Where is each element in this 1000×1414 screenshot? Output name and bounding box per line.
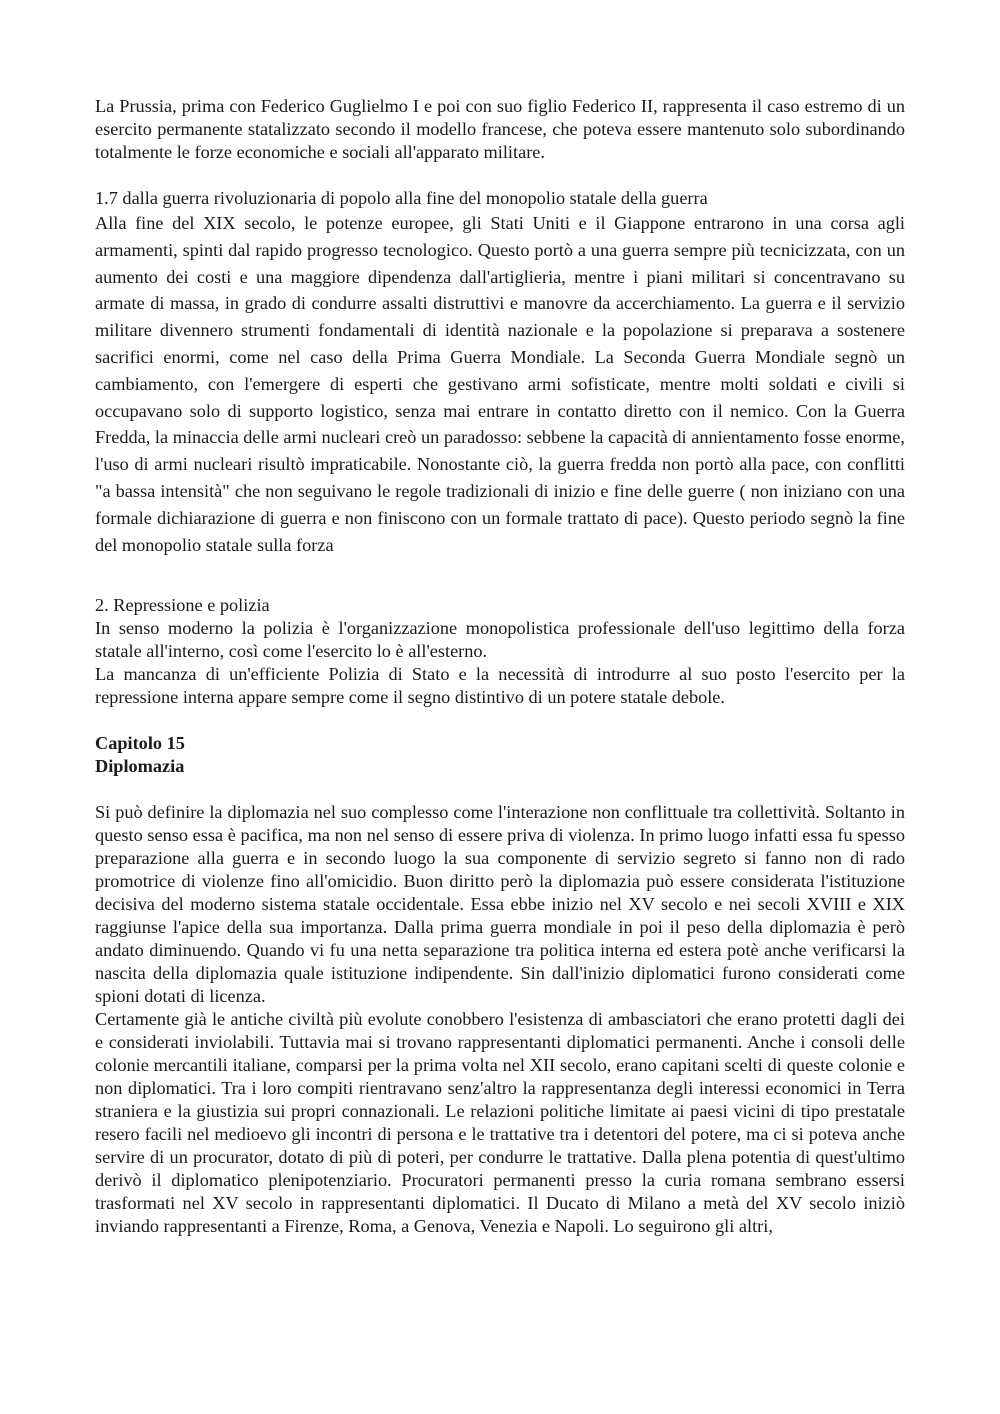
- section-heading-repressione: 2. Repressione e polizia: [95, 595, 270, 616]
- document-page: [95, 95, 905, 1238]
- paragraph-diplomazia-definition: Si può definire la diplomazia nel suo complesso come l'interazione non conflittuale tra collettività. Soltanto in questo senso essa è pacifica, ma non nel senso di essere priva di violenza. In primo luogo infatti essa fu spesso preparazione alla guerra e in secondo luogo la sua componente di servizio segreto si fanno non di rado promotrice di violenze fino all'omicidio. Buon diritto però la diplomazia può essere considerata l'istituzione decisiva del moderno sistema statale occidentale. Essa ebbe inizio nel XV secolo e nei secoli XVIII e XIX raggiunse l'apice della sua importanza. Dalla prima guerra mondiale in poi il peso della diplomazia è però andato diminuendo. Quando vi fu una netta separazione tra politica interna ed estera potè anche verificarsi la nascita della diplomazia quale istituzione indipendente. Sin dall'inizio diplomatici furono considerati come spioni dotati di licenza.: [95, 802, 905, 1007]
- chapter-title: Diplomazia: [95, 756, 185, 777]
- spacer: [95, 558, 905, 594]
- spacer: [95, 164, 905, 187]
- section-heading-1-7: 1.7 dalla guerra rivoluzionaria di popolo alla fine del monopolio statale della guerra: [95, 188, 708, 208]
- paragraph-polizia-definition: In senso moderno la polizia è l'organizzazione monopolistica professionale dell'uso legittimo della forza statale all'interno, così come l'esercito lo è all'esterno.: [95, 618, 905, 662]
- paragraph-prussia: La Prussia, prima con Federico Guglielmo I e poi con suo figlio Federico II, rappresenta il caso estremo di un esercito permanente statalizzato secondo il modello francese, che poteva essere mantenuto solo subordinando totalmente le forze economiche e sociali all'apparato militare.: [95, 96, 905, 162]
- spacer: [95, 778, 905, 801]
- spacer: [95, 709, 905, 732]
- paragraph-polizia-debole: La mancanza di un'efficiente Polizia di Stato e la necessità di introdurre al suo posto l'esercito per la repressione interna appare sempre come il segno distintivo di un potere statale debole.: [95, 664, 905, 708]
- chapter-label: Capitolo 15: [95, 733, 185, 754]
- paragraph-arms-race: Alla fine del XIX secolo, le potenze europee, gli Stati Uniti e il Giappone entrarono in una corsa agli armamenti, spinti dal rapido progresso tecnologico. Questo portò a una guerra sempre più tecnicizzata, con un aumento dei costi e una maggiore dipendenza dall'artiglieria, mentre i piani militari si concentravano su armate di massa, in grado di condurre assalti distruttivi e manovre da accerchiamento. La guerra e il servizio militare divennero strumenti fondamentali di identità nazionale e la popolazione si preparava a sostenere sacrifici enormi, come nel caso della Prima Guerra Mondiale. La Seconda Guerra Mondiale segnò un cambiamento, con l'emergere di esperti che gestivano armi sofisticate, mentre molti soldati e civili si occupavano solo di supporto logistico, senza mai entrare in contatto diretto con il nemico. Con la Guerra Fredda, la minaccia delle armi nucleari creò un paradosso: sebbene la capacità di annientamento fosse enorme, l'uso di armi nucleari risultò impraticabile. Nonostante ciò, la guerra fredda non portò alla pace, con conflitti "a bassa intensità" che non seguivano le regole tradizionali di inizio e fine delle guerre ( non iniziano con una formale dichiarazione di guerra e non finiscono con un formale trattato di pace). Questo periodo segnò la fine del monopolio statale sulla forza: [95, 213, 905, 555]
- paragraph-diplomazia-history: Certamente già le antiche civiltà più evolute conobbero l'esistenza di ambasciatori che erano protetti dagli dei e considerati inviolabili. Tuttavia mai si trovano rappresentanti diplomatici permanenti. Anche i consoli delle colonie mercantili italiane, comparsi per la prima volta nel XII secolo, erano capitani scelti di queste colonie e non diplomatici. Tra i loro compiti rientravano senz'altro la rappresentanza degli interessi economici in Terra straniera e la giustizia sui propri connazionali. Le relazioni politiche limitate ai paesi vicini di tipo prestatale resero facili nel medioevo gli incontri di persona e le trattative tra i detentori del potere, ma ci si poteva anche servire di un procurator, dotato di più di poteri, per condurre le trattative. Dalla plena potentia di quest'ultimo derivò il diplomatico plenipotenziario. Procuratori permanenti presso la curia romana sembrano essersi trasformati nel XV secolo in rappresentanti diplomatici. Il Ducato di Milano a metà del XV secolo iniziò inviando rappresentanti a Firenze, Roma, a Genova, Venezia e Napoli. Lo seguirono gli altri,: [95, 1009, 905, 1237]
